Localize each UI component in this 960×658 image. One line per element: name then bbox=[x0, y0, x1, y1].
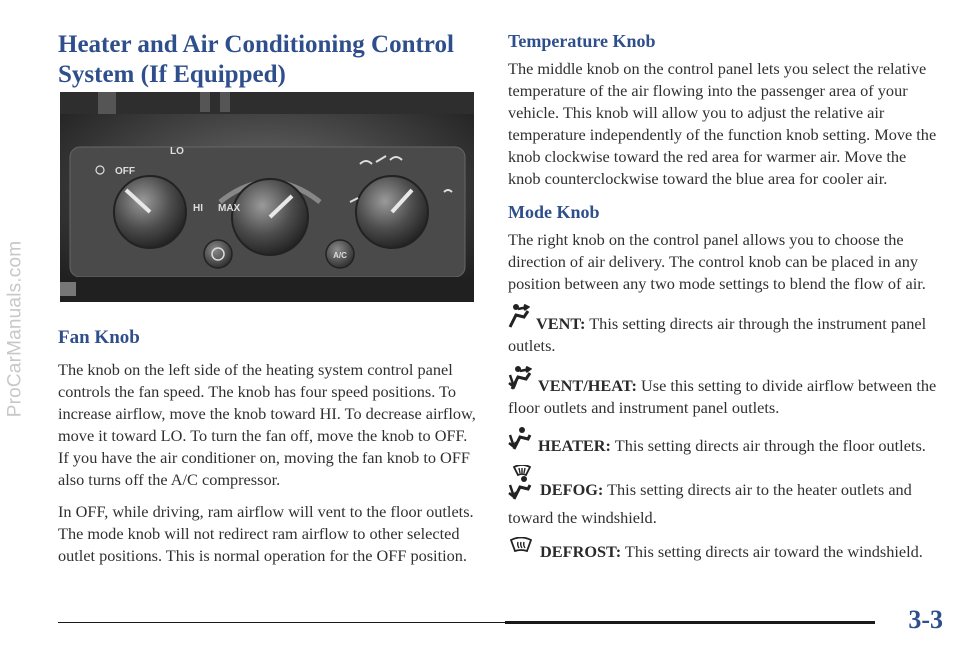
mode-vent-heat-text: Use this setting to divide airflow between the floor outlets and instrument panel outlets. bbox=[508, 376, 937, 417]
control-panel-photo bbox=[60, 92, 474, 302]
vent-icon bbox=[508, 303, 530, 335]
temperature-knob-heading: Temperature Knob bbox=[508, 31, 656, 51]
watermark bbox=[2, 0, 28, 658]
fan-off-label: OFF bbox=[115, 166, 135, 177]
mode-defog-label: DEFOG: bbox=[540, 480, 604, 499]
fan-hi-label: HI bbox=[193, 203, 203, 214]
page-number: 3-3 bbox=[908, 605, 943, 634]
mode-knob-heading: Mode Knob bbox=[508, 202, 600, 222]
mode-knob-paragraph: The right knob on the control panel allows you to choose the direction of air delivery. The control knob can be placed in any position between any two mode settings to blend the flow of air. bbox=[508, 230, 926, 293]
defrost-icon bbox=[508, 537, 534, 563]
page-title-line2: System (If Equipped) bbox=[58, 61, 286, 88]
temperature-knob-paragraph: The middle knob on the control panel lets you select the relative temperature of the air flowing into the passenger area of your vehicle. This knob will allow you to adjust the relative air temperature independently of the function knob setting. Move the knob clockwise toward the red area for warmer air. Move the knob counterclockwise toward the blue area for cooler air. bbox=[508, 59, 937, 188]
mode-vent-text: This setting directs air through the instrument panel outlets. bbox=[508, 314, 927, 355]
watermark-text: ProCarManuals.com bbox=[4, 240, 26, 418]
footer-rule-left bbox=[58, 622, 505, 623]
control-panel-illustration bbox=[60, 92, 474, 302]
page-title-line1: Heater and Air Conditioning Control bbox=[58, 31, 454, 58]
left-column bbox=[58, 30, 478, 90]
ac-button-label: A/C bbox=[333, 251, 347, 260]
mode-vent bbox=[508, 303, 940, 357]
right-column bbox=[508, 30, 940, 563]
mode-vent-label: VENT: bbox=[536, 314, 586, 333]
fan-knob-section bbox=[58, 327, 478, 567]
mode-vent-heat-label: VENT/HEAT: bbox=[538, 376, 637, 395]
fan-lo-label: LO bbox=[170, 146, 184, 157]
recirc-button bbox=[204, 240, 232, 268]
fan-knob-paragraph-1: The knob on the left side of the heating system control panel controls the fan speed. The knob has four speed positions. To increase airflow, move the knob toward HI. To decrease airflow, move it toward LO. To turn the fan off, move the knob to OFF. If you have the air conditioner on, moving the fan knob to OFF also turns off the A/C compressor. bbox=[58, 360, 476, 489]
mode-defog-text: This setting directs air to the heater outlets and toward the windshield. bbox=[508, 480, 912, 527]
vent-heat-icon bbox=[508, 365, 532, 397]
mode-heater-text: This setting directs air through the floor outlets. bbox=[614, 436, 926, 455]
mode-defrost bbox=[508, 537, 940, 563]
defog-icon bbox=[508, 465, 534, 507]
footer-rule-right bbox=[505, 621, 875, 624]
mode-defog bbox=[508, 465, 940, 529]
max-label: MAX bbox=[218, 203, 241, 214]
page-title bbox=[58, 30, 478, 90]
mode-defrost-label: DEFROST: bbox=[540, 542, 622, 561]
fan-knob-paragraph-2: In OFF, while driving, ram airflow will vent to the floor outlets. The mode knob will not redirect ram airflow to other selected outlet positions. This is normal operation for the OFF position. bbox=[58, 502, 474, 565]
heater-icon bbox=[508, 427, 532, 457]
fan-knob-heading: Fan Knob bbox=[58, 327, 140, 348]
mode-defrost-text: This setting directs air toward the windshield. bbox=[624, 542, 923, 561]
mode-heater bbox=[508, 427, 940, 457]
mode-heater-label: HEATER: bbox=[538, 436, 611, 455]
mode-vent-heat bbox=[508, 365, 940, 419]
